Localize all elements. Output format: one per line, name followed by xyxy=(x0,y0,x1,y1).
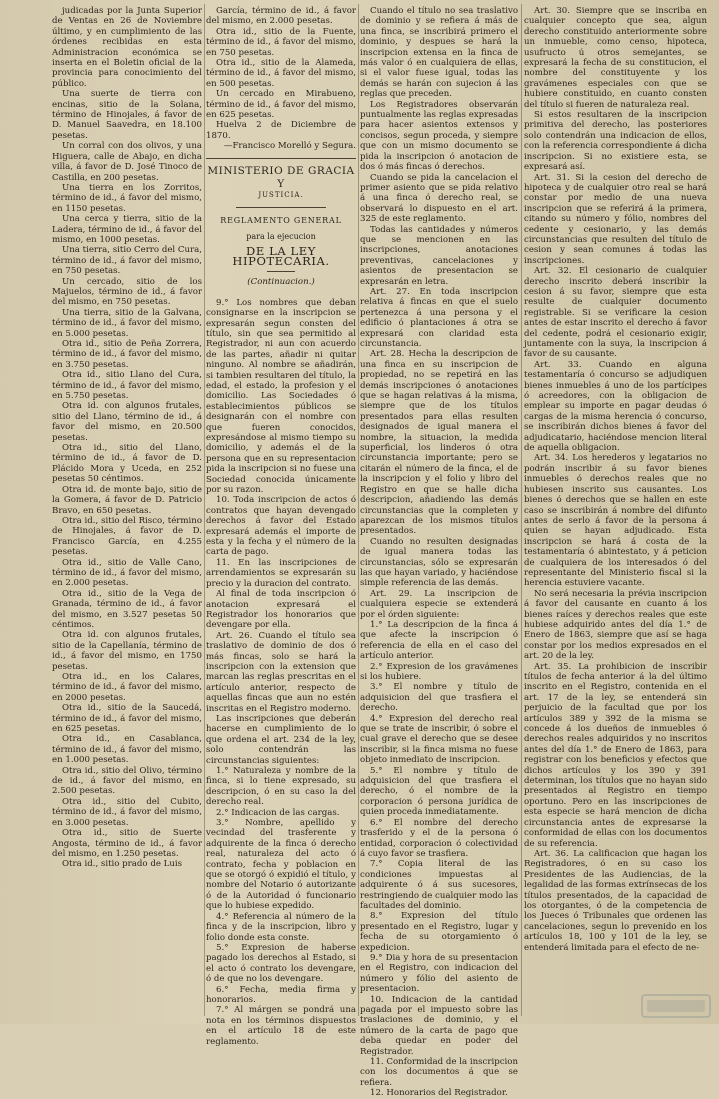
paragraph: Art. 35. La prohibicion de inscribir títulos de fecha anterior á la del último inscrito en el Registro, contenida en el art. 17 de la ley, se entenderá sin perjuicio de la facultad que por los artículos 389 y 392 de la misma se concede á los dueños de inmuebles ó derechos reales adquiridos y no inscritos antes del día 1.° de Enero de 1863, para registrar con los beneficios y efectos que dichos artículos y los 390 y 391 determinan, los títulos que no hayan sido presentados al Registro en tiempo oportuno. Pero en las inscripciones de esta especie se hará mencion de dicha circunstancia antes de expresarse la conformidad de ellas con los documentos de su referencia. xyxy=(524,661,707,849)
paragraph: Un cercado, sitio de los Majuelos, término de id., á favor del mismo, en 750 pesetas. xyxy=(52,276,202,308)
paragraph: judicadas por la Junta Superior de Ventas en 26 de Noviembre último, y en cumplimiento de las órdenes recibidas en esta Administracion económica se inserta en el Boletin oficial de la provincia para conocimiento del público. xyxy=(52,6,202,89)
col3-text xyxy=(360,6,518,1099)
column-divider xyxy=(204,4,205,1016)
ministry-heading: MINISTERIO DE GRACIA Y xyxy=(207,164,355,190)
paragraph: Art. 26. Cuando el título sea traslativo de dominio de dos ó más fincas, solo se hará la inscripcion con la extension que marcan las reglas prescritas en el artículo anterior, respecto de aquellas fincas que aun no estén inscritas en el Registro moderno. xyxy=(206,630,356,714)
paragraph: Una tierra en los Zorritos, término de id., á favor del mismo, en 1150 pesetas. xyxy=(52,182,202,214)
paragraph: 8.° Expresion del título presentado en el Registro, lugar y fecha de su otorgamiento ó expedicion. xyxy=(360,911,518,953)
paragraph: Cuando se pida la cancelacion el primer asiento que se pida relativo á una finca ó derecho real, se observará lo dispuesto en el art. 325 de este reglamento. xyxy=(360,172,518,225)
paragraph: 7.° Copia literal de las condiciones impuestas al adquirente ó á sus sucesores, restringiendo de cualquier modo las facultades del dominio. xyxy=(360,859,518,911)
paragraph: Una tierra, sitio de la Galvana, término de id., á favor del mismo, en 5.000 pesetas. xyxy=(52,307,202,339)
paragraph: Otra id., sitio de la Vega de Granada, término de id., á favor del mismo, en 3.527 pesetas 50 céntimos. xyxy=(52,588,202,630)
paragraph: Cuando el título no sea traslativo de dominio y se refiera á más de una finca, se inscribirá primero el dominio, y despues se hará la inscripcion extensa en la finca de más valor ó en cualquiera de ellas, si el valor fuese igual, todas las demás se harán con sujecion á las reglas que preceden. xyxy=(360,6,518,100)
paragraph: 3.° Nombre, apellido y vecindad del trasferente y adquirente de la finca ó derecho real, naturaleza del acto ó contrato, fecha y poblacion en que se otorgó ó expidió el título, y nombre del Notario ó autorizante ó de la Autoridad ó funcionario que lo hubiese expedido. xyxy=(206,818,356,912)
ley-title: DE LA LEY HIPOTECARIA. xyxy=(232,243,330,268)
heading-rule xyxy=(236,207,326,208)
paragraph: 5.° Expresion de haberse pagado los derechos al Estado, si el acto ó contrato los devengare, ó de que no los devengare. xyxy=(206,942,356,985)
paragraph: Otra id., sitio del Cubito, término de id., á favor del mismo, en 3.000 pesetas. xyxy=(52,796,202,828)
column-divider xyxy=(521,4,522,1016)
paragraph: 4.° Referencia al número de la finca y de la inscripcion, libro y folio donde esta conste. xyxy=(206,911,356,943)
paragraph: Art. 28. Hecha la descripcion de una finca en su inscripcion de propiedad, no se repetirá en las demás inscripciones ó anotaciones que se hagan relativas á la misma, siempre que de los títulos presentados para ellas resulten designados de igual manera el nombre, la situacion, la medida superficial, los linderos ó otra circunstancia importante; pero se citarán el número de la finca, el de la inscripcion y el folio y libro del Registro en que se halle dicha descripcion, añadiendo las demás circunstancias que la completen y aparezcan de los mismos títulos presentados. xyxy=(360,349,518,537)
paragraph: Una tierra, sitio Cerro del Cura, término de id., á favor del mismo, en 750 pesetas. xyxy=(52,245,202,277)
continuacion-label: (Continuacion.) xyxy=(247,277,315,288)
column-1 xyxy=(52,6,202,1014)
paragraph: Otra id., sitio de Valle Cano, término de id., á favor del mismo, en 2.000 pesetas. xyxy=(52,557,202,589)
paragraph: 5.° El nombre y título de adquisicion del que trasfiera el derecho, ó el nombre de la corporacion ó persona jurídica de quien proceda inmediatamente. xyxy=(360,765,518,818)
paragraph: Otra id., sitio de Suerte Angosta, término de id., á favor del mismo, en 1.250 pesetas. xyxy=(52,828,202,859)
paragraph: 2.° Expresion de los gravámenes si los hubiere. xyxy=(360,661,518,682)
paragraph: Todas las cantidades y números que se mencionen en las inscripciones, anotaciones preventivas, cancelaciones y asientos de presentacion se expresarán en letra. xyxy=(360,224,518,287)
signature: —Francisco Morelló y Segura. xyxy=(223,141,356,152)
paragraph: Art. 27. En toda inscripcion relativa á fincas en que el suelo pertenezca á una persona y el edificio ó plantaciones á otra se expresará con claridad esta circunstancia. xyxy=(360,286,518,349)
paragraph: Otra id., en Casablanca, término de id., á favor del mismo, en 1.000 pesetas. xyxy=(52,734,202,766)
paragraph: 12. Honorarios del Registrador. xyxy=(370,1088,508,1099)
paragraph: 6.° El nombre del derecho trasferido y el de la persona ó entidad, corporacion ó colectividad á cuyo favor se trasfiera. xyxy=(360,817,518,859)
col2-body-text xyxy=(206,298,356,1047)
paragraph: Art. 30. Siempre que se inscriba en cualquier concepto que sea, algun derecho constituido anteriormente sobre un inmueble, como censo, hipoteca, usufructo ú otros semejantes, se expresará la fecha de su constitucion, el nombre del constituyente y los gravámenes especiales con que se hubiere constituido, en cuanto consten del título si fueren de naturaleza real. xyxy=(524,6,707,110)
paragraph: García, término de id., á favor del mismo, en 2.000 pesetas. xyxy=(206,6,356,27)
paragraph: Art. 32. El cesionario de cualquier derecho inscrito deberá inscribir la cesion á su favor, siempre que esta resulte de cualquier documento registrable. Si se verificare la cesion antes de estar inscrito el derecho á favor del cedente, podrá el cesionario exigir, juntamente con la suya, la inscripcion á favor de su causante. xyxy=(524,266,707,360)
paragraph: Art. 36. La calificacion que hagan los Registradores, ó en su caso los Presidentes de las Audiencias, de la legalidad de las formas extrínsecas de los títulos presentados, de la capacidad de los otorgantes, ó de la competencia de los Jueces ó Tribunales que ordenen las cancelaciones, segun lo prevenido en los artículos 18, 100 y 101 de la ley, se entenderá limitada para el efecto de ne- xyxy=(524,848,707,953)
paragraph: 7.° Al márgen se pondrá una nota en los términos dispuestos en el artículo 18 de este reglamento. xyxy=(206,1005,356,1047)
paragraph: Un cercado en Mirabueno, término de id., á favor del mismo, en 625 pesetas. xyxy=(206,89,356,121)
paragraph: Un corral con dos olivos, y una Higuera, calle de Abajo, en dicha villa, á favor de D. José Tinoco de Castilla, en 200 pesetas. xyxy=(52,141,202,183)
paragraph: 3.° El nombre y título de adquisicion del que trasfiera el derecho. xyxy=(360,682,518,714)
paragraph: 9.° Dia y hora de su presentacion en el Registro, con indicacion del número y fólio del asiento de presentacion. xyxy=(360,952,518,995)
paragraph: Otra id., sitio de la Alameda, término de id., á favor del mismo, en 500 pesetas. xyxy=(206,58,356,89)
paragraph: Otra id., sitio Llano del Cura, término de id., á favor del mismo, en 5.750 pesetas. xyxy=(52,370,202,402)
paragraph: Art. 34. Los herederos y legatarios no podrán inscribir á su favor bienes inmuebles ó derechos reales que no hubiesen inscrito sus causantes. Los bienes ó derechos que se hallen en este caso se inscribirán á nombre del difunto antes de serlo á favor de la persona á quien se hayan adjudicado. Esta inscripcion se hará á costa de la testamentaría ó abintestato, y á peticion de cualquiera de los interesados ó del representante del Ministerio fiscal si la herencia estuviere vacante. xyxy=(524,453,707,589)
paragraph: 6.° Fecha, media firma y honorarios. xyxy=(206,984,356,1005)
paragraph: 10. Toda inscripcion de actos ó contratos que hayan devengado derechos á favor del Estado expresará además el importe de esta y la fecha y el número de la carta de pago. xyxy=(206,495,356,558)
paragraph: Otra id. con algunos frutales, sitio del Llano, término de id., á favor del mismo, en 20.500 pesetas. xyxy=(52,401,202,443)
paragraph: Otra id., sitio del Llano, término de id., á favor de D. Plácido Mora y Uceda, en 252 pesetas 50 céntimos. xyxy=(52,443,202,485)
paragraph: 1.° Naturaleza y nombre de la finca, si lo tiene expresado, su descripcion, ó en su caso la del derecho real. xyxy=(206,766,356,808)
paragraph: Una suerte de tierra con encinas, sitio de la Solana, término de Hinojales, á favor de D. Manuel Saavedra, en 18.100 pesetas. xyxy=(52,89,202,141)
paragraph: 4.° Expresion del derecho real que se trate de inscribir, ó sobre el cual grave el derecho que se desee inscribir, si la finca misma no fuese objeto inmediato de inscripcion. xyxy=(360,713,518,766)
col4-text xyxy=(524,6,707,953)
paragraph: Otra id., sitio del Risco, término de Hinojales, á favor de D. Francisco García, en 4.255 pesetas. xyxy=(52,515,202,558)
dateline: Huelva 2 de Diciembre de 1870. xyxy=(206,120,356,141)
ministry-subheading: JUSTICIA. xyxy=(258,190,304,199)
paragraph: Otra id., sitio del Olivo, término de id., á favor del mismo, en 2.500 pesetas. xyxy=(52,765,202,797)
paragraph: Cuando no resulten designadas de igual manera todas las circunstancias, sólo se expresarán las que hayan variado, y haciéndose simple referencia de las demás. xyxy=(360,536,518,589)
paragraph: 2.° Indicacion de las cargas. xyxy=(216,807,340,818)
paragraph: Otra id. con algunos frutales, sitio de la Capellanía, término de id., á favor del mismo, en 1750 pesetas. xyxy=(52,630,202,672)
paragraph: Una cerca y tierra, sitio de la Ladera, término de id., á favor del mismo, en 1000 pesetas. xyxy=(52,214,202,245)
para-la-ejecucion: para la ejecucion xyxy=(246,232,316,242)
paragraph: Art. 31. Si la cesion del derecho de hipoteca y de cualquier otro real se hará constar por medio de una nueva inscripcion que se referirá á la primera, citando su número y fólio, nombres del cedente y cesionario, y las demás circunstancias que resulten del título de cesion y sean comunes á todas las inscripciones. xyxy=(524,172,707,266)
library-stamp-icon xyxy=(641,994,711,1018)
paragraph: Si estos resultaren de la inscripcion primitiva del derecho, las posteriores solo contendrán una indicacion de ellos, con la referencia correspondiente á dicha inscripcion. Si no existiere esta, se expresará así. xyxy=(524,110,707,173)
column-2 xyxy=(206,6,356,1047)
paragraph: 9.° Los nombres que deban consignarse en la inscripcion se expresarán segun consten del título, sin que sea permitido al Registrador, ni aun con acuerdo de las partes, añadir ni quitar ninguno. Al nombre se añadirán, si tambien resultaren del título, la edad, el estado, la profesion y el domicilio. Las Sociedades ó establecimientos públicos se designarán con el nombre con que fueren conocidos, expresándose al mismo tiempo su domicilio, y además el de la persona que en su representacion pida la inscripcion si no fuese una Sociedad conocida únicamente por su razon. xyxy=(206,297,356,496)
paragraph: Otra id., sitio de Peña Zorrera, término de id., á favor del mismo, en 3.750 pesetas. xyxy=(52,339,202,370)
col2-top-text xyxy=(206,6,356,120)
column-4 xyxy=(524,6,707,1014)
paragraph: Las inscripciones que deberán hacerse en cumplimiento de lo que ordena el art. 234 de la ley, solo contendrán las circunstancias siguientes: xyxy=(206,713,356,766)
column-3 xyxy=(360,6,518,1099)
paragraph: Art. 33. Cuando en alguna testamentaría ó concurso se adjudiquen bienes inmuebles á uno de los partícipes ó acreedores, con la obligacion de emplear su importe en pagar deudas ó cargas de la misma herencia ó concurso, se inscribirán dichos bienes á favor del adjudicatario, haciéndose mencion literal de aquella obligacion. xyxy=(524,359,707,454)
col1-text xyxy=(52,6,202,870)
paragraph: Otra id., sitio prado de Luis xyxy=(62,859,183,870)
paragraph: 1.° La descripcion de la finca á que afecte la inscripcion ó referencia de ella en el caso del artículo anterior. xyxy=(360,619,518,662)
paragraph: Otra id., sitio de la Saucedá, término de id., á favor del mismo, en 625 pesetas. xyxy=(52,703,202,735)
paragraph: Art. 29. La inscripcion de cualquiera especie se extenderá por el órden siguiente: xyxy=(360,588,518,620)
paragraph: Otra id., sitio de la Fuente, término de id., á favor del mismo, en 750 pesetas. xyxy=(206,26,356,58)
paragraph: Otra id., en los Calares, término de id., á favor del mismo, en 2000 pesetas. xyxy=(52,672,202,703)
paragraph: 10. Indicacion de la cantidad pagada por el impuesto sobre las traslaciones de dominio, y el número de la carta de pago que deba quedar en poder del Registrador. xyxy=(360,994,518,1057)
paragraph: No será necesaria la prévia inscripcion á favor del causante en cuanto á los bienes raíces y derechos reales que este hubiese adquirido antes del día 1.° de Enero de 1863, siempre que así se haga constar por los medios expresados en el art. 20 de la ley. xyxy=(524,588,707,662)
column-divider xyxy=(358,4,359,1016)
paragraph: Los Registradores observarán puntualmente las reglas expresadas para hacer asientos extensos y concisos, segun proceda, y siempre que con un mismo documento se pida la inscripcion ó anotacion de dos ó más fincas ó derechos. xyxy=(360,99,518,173)
short-rule xyxy=(267,271,295,272)
paragraph: Al final de toda inscripcion ó anotacion expresará el Registrador los honorarios que devengare por ella. xyxy=(206,589,356,631)
paragraph: 11. En las inscripciones de arrendamientos se expresarán su precio y la duracion del contrato. xyxy=(206,557,356,589)
reglamento-title: REGLAMENTO GENERAL xyxy=(220,215,342,225)
paragraph: Otra id. de monte bajo, sitio de la Gomera, á favor de D. Patricio Bravo, en 650 pesetas. xyxy=(52,484,202,516)
section-divider xyxy=(206,158,356,159)
paragraph: 11. Conformidad de la inscripcion con los documentos á que se refiera. xyxy=(360,1057,518,1088)
